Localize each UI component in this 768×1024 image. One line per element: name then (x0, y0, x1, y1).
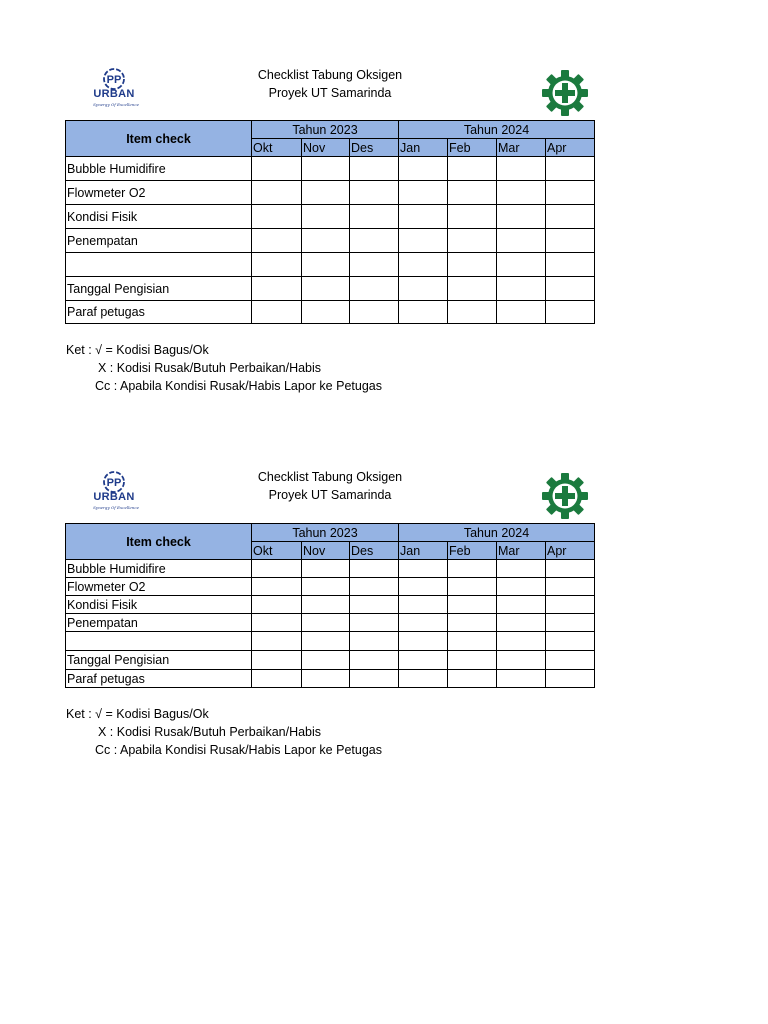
table-row (66, 596, 595, 614)
check-cell[interactable] (448, 578, 497, 596)
note-line-ok: Ket : √ = Kodisi Bagus/Ok (66, 707, 209, 721)
check-cell[interactable] (302, 614, 350, 632)
row-label: Tanggal Pengisian (66, 651, 252, 670)
table-row (66, 670, 595, 688)
svg-text:PP: PP (106, 477, 122, 489)
table-row (66, 560, 595, 578)
month-header: Des (350, 139, 399, 157)
check-cell[interactable] (448, 229, 497, 253)
row-label: Kondisi Fisik (66, 596, 252, 614)
check-cell[interactable] (546, 632, 595, 651)
check-cell[interactable] (399, 205, 448, 229)
check-cell[interactable] (497, 560, 546, 578)
note-line-cc: Cc : Apabila Kondisi Rusak/Habis Lapor ke Petugas (95, 743, 382, 757)
check-cell[interactable] (302, 301, 350, 324)
note-line-ok: Ket : √ = Kodisi Bagus/Ok (66, 343, 209, 357)
table-row (66, 181, 595, 205)
item-check-header: Item check (66, 121, 252, 157)
svg-text:PP: PP (106, 74, 122, 86)
check-cell[interactable] (302, 651, 350, 670)
year-2023-header: Tahun 2023 (252, 524, 399, 542)
table-row (66, 253, 595, 277)
month-header: Apr (546, 139, 595, 157)
check-cell[interactable] (497, 578, 546, 596)
table-row (66, 301, 595, 324)
check-cell[interactable] (448, 277, 497, 301)
check-cell[interactable] (546, 157, 595, 181)
checklist-table (65, 120, 595, 324)
row-label: Penempatan (66, 614, 252, 632)
check-cell[interactable] (302, 277, 350, 301)
check-cell[interactable] (302, 560, 350, 578)
check-cell[interactable] (546, 578, 595, 596)
row-label: Paraf petugas (66, 670, 252, 688)
check-cell[interactable] (350, 253, 399, 277)
table-row (66, 578, 595, 596)
check-cell[interactable] (302, 253, 350, 277)
check-cell[interactable] (350, 560, 399, 578)
month-header: Des (350, 542, 399, 560)
check-cell[interactable] (546, 596, 595, 614)
row-label: Flowmeter O2 (66, 578, 252, 596)
check-cell[interactable] (448, 253, 497, 277)
check-cell[interactable] (448, 596, 497, 614)
check-cell[interactable] (350, 301, 399, 324)
year-2023-header: Tahun 2023 (252, 121, 399, 139)
check-cell[interactable] (302, 596, 350, 614)
table-row (66, 614, 595, 632)
check-cell[interactable] (546, 670, 595, 688)
check-cell[interactable] (252, 578, 302, 596)
pp-logo-icon (88, 471, 144, 493)
month-header: Mar (497, 542, 546, 560)
check-cell[interactable] (252, 632, 302, 651)
check-cell[interactable] (497, 670, 546, 688)
check-cell[interactable] (497, 632, 546, 651)
check-cell[interactable] (546, 560, 595, 578)
check-cell[interactable] (350, 229, 399, 253)
check-cell[interactable] (448, 651, 497, 670)
check-cell[interactable] (497, 157, 546, 181)
check-cell[interactable] (497, 614, 546, 632)
pp-urban-logo (88, 471, 144, 517)
title-line-1: Checklist Tabung Oksigen (257, 470, 403, 484)
note-line-x: X : Kodisi Rusak/Butuh Perbaikan/Habis (98, 361, 322, 375)
month-header: Feb (448, 139, 497, 157)
check-cell[interactable] (350, 181, 399, 205)
check-cell[interactable] (302, 578, 350, 596)
check-cell[interactable] (350, 596, 399, 614)
row-label: Paraf petugas (66, 301, 252, 324)
check-cell[interactable] (302, 670, 350, 688)
month-header: Nov (302, 139, 350, 157)
check-cell[interactable] (399, 632, 448, 651)
check-cell[interactable] (497, 181, 546, 205)
row-label: Penempatan (66, 229, 252, 253)
row-label: Bubble Humidifire (66, 157, 252, 181)
title-line-1: Checklist Tabung Oksigen (257, 68, 403, 82)
safety-gear-cross-icon (541, 472, 589, 520)
table-row (66, 632, 595, 651)
check-cell[interactable] (448, 670, 497, 688)
check-cell[interactable] (252, 670, 302, 688)
item-check-header: Item check (66, 524, 252, 560)
check-cell[interactable] (399, 670, 448, 688)
check-cell[interactable] (302, 229, 350, 253)
checklist-table (65, 523, 595, 688)
row-label: Kondisi Fisik (66, 205, 252, 229)
table-row (66, 157, 595, 181)
row-label: Tanggal Pengisian (66, 277, 252, 301)
check-cell[interactable] (546, 277, 595, 301)
check-cell[interactable] (350, 670, 399, 688)
check-cell[interactable] (497, 277, 546, 301)
check-cell[interactable] (546, 205, 595, 229)
document-title (200, 66, 460, 102)
check-cell[interactable] (252, 157, 302, 181)
check-cell[interactable] (546, 253, 595, 277)
check-cell[interactable] (399, 614, 448, 632)
check-cell[interactable] (399, 596, 448, 614)
month-header: Nov (302, 542, 350, 560)
check-cell[interactable] (448, 614, 497, 632)
check-cell[interactable] (350, 205, 399, 229)
check-cell[interactable] (497, 253, 546, 277)
check-cell[interactable] (399, 229, 448, 253)
check-cell[interactable] (350, 651, 399, 670)
month-header: Okt (252, 139, 302, 157)
check-cell[interactable] (252, 614, 302, 632)
year-2024-header: Tahun 2024 (399, 524, 595, 542)
check-cell[interactable] (252, 301, 302, 324)
check-cell[interactable] (302, 181, 350, 205)
month-header: Okt (252, 542, 302, 560)
logo-tagline: Synergy Of Excellence (93, 102, 139, 107)
check-cell[interactable] (399, 301, 448, 324)
table-row (66, 229, 595, 253)
check-cell[interactable] (252, 651, 302, 670)
table-row (66, 205, 595, 229)
check-cell[interactable] (399, 560, 448, 578)
check-cell[interactable] (252, 596, 302, 614)
document-title (200, 468, 460, 504)
row-label: Bubble Humidifire (66, 560, 252, 578)
note-line-x: X : Kodisi Rusak/Butuh Perbaikan/Habis (98, 725, 322, 739)
legend-notes (66, 705, 382, 759)
check-cell[interactable] (497, 205, 546, 229)
check-cell[interactable] (448, 301, 497, 324)
check-cell[interactable] (546, 301, 595, 324)
check-cell[interactable] (252, 181, 302, 205)
check-cell[interactable] (350, 632, 399, 651)
check-cell[interactable] (448, 205, 497, 229)
check-cell[interactable] (448, 632, 497, 651)
check-cell[interactable] (350, 578, 399, 596)
logo-tagline: Synergy Of Excellence (93, 505, 139, 510)
check-cell[interactable] (302, 157, 350, 181)
table-row (66, 651, 595, 670)
logo-text: URBAN (93, 88, 135, 100)
check-cell[interactable] (350, 277, 399, 301)
year-2024-header: Tahun 2024 (399, 121, 595, 139)
row-label (66, 253, 252, 277)
month-header: Jan (399, 139, 448, 157)
pp-urban-logo (88, 68, 144, 114)
legend-notes (66, 341, 382, 395)
check-cell[interactable] (546, 181, 595, 205)
logo-text: URBAN (93, 491, 135, 503)
check-cell[interactable] (448, 157, 497, 181)
month-header: Apr (546, 542, 595, 560)
safety-gear-cross-icon (541, 69, 589, 117)
check-cell[interactable] (252, 229, 302, 253)
row-label: Flowmeter O2 (66, 181, 252, 205)
table-row (66, 277, 595, 301)
note-line-cc: Cc : Apabila Kondisi Rusak/Habis Lapor ke Petugas (95, 379, 382, 393)
check-cell[interactable] (399, 578, 448, 596)
month-header: Feb (448, 542, 497, 560)
check-cell[interactable] (399, 181, 448, 205)
title-line-2: Proyek UT Samarinda (268, 488, 392, 502)
check-cell[interactable] (252, 205, 302, 229)
row-label (66, 632, 252, 651)
title-line-2: Proyek UT Samarinda (268, 86, 392, 100)
check-cell[interactable] (302, 632, 350, 651)
check-cell[interactable] (546, 614, 595, 632)
check-cell[interactable] (448, 560, 497, 578)
check-cell[interactable] (546, 229, 595, 253)
check-cell[interactable] (399, 651, 448, 670)
check-cell[interactable] (350, 614, 399, 632)
check-cell[interactable] (252, 253, 302, 277)
pp-logo-icon (88, 68, 144, 90)
month-header: Jan (399, 542, 448, 560)
check-cell[interactable] (448, 181, 497, 205)
check-cell[interactable] (546, 651, 595, 670)
check-cell[interactable] (399, 277, 448, 301)
check-cell[interactable] (350, 157, 399, 181)
check-cell[interactable] (252, 277, 302, 301)
check-cell[interactable] (399, 157, 448, 181)
month-header: Mar (497, 139, 546, 157)
check-cell[interactable] (399, 253, 448, 277)
check-cell[interactable] (497, 301, 546, 324)
check-cell[interactable] (302, 205, 350, 229)
check-cell[interactable] (497, 229, 546, 253)
check-cell[interactable] (497, 596, 546, 614)
check-cell[interactable] (497, 651, 546, 670)
check-cell[interactable] (252, 560, 302, 578)
